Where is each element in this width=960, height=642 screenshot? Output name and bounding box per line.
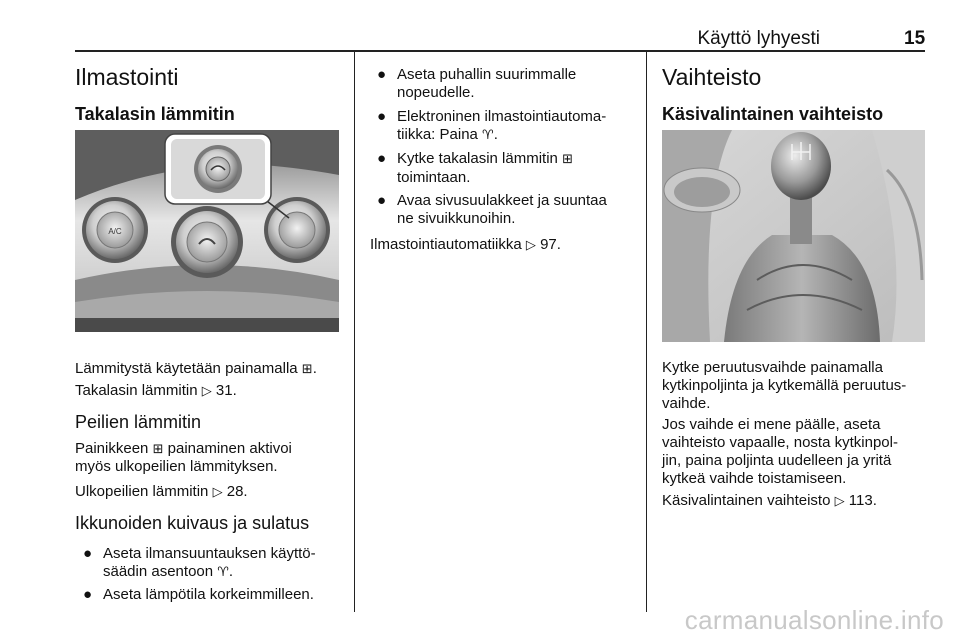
bullet-icon: ● bbox=[377, 150, 387, 167]
list-item bbox=[83, 545, 316, 582]
rear-window-heater-icon: ⊞ bbox=[562, 152, 573, 167]
text: vaihde. bbox=[662, 395, 711, 412]
text: Kytke peruutusvaihde painamalla bbox=[662, 359, 883, 376]
subsection-title: Peilien lämmitin bbox=[75, 412, 202, 432]
list-item bbox=[377, 66, 577, 102]
reference-text: Takalasin lämmitin bbox=[75, 382, 198, 399]
section-title: Ilmastointi bbox=[75, 64, 179, 90]
text: vaihteisto vapaalle, nosta kytkinpol- bbox=[662, 434, 898, 451]
watermark: carmanualsonline.info bbox=[684, 605, 944, 635]
bullet-icon: ● bbox=[377, 108, 387, 125]
text: Painikkeen bbox=[75, 440, 149, 457]
list-item bbox=[377, 192, 607, 228]
reference-page: 31. bbox=[215, 382, 237, 399]
page-ref-arrow-icon: ▷ bbox=[201, 384, 212, 399]
text: Jos vaihde ei mene päälle, aseta bbox=[662, 416, 881, 433]
list-item bbox=[377, 108, 607, 145]
gear-lever-illustration bbox=[662, 130, 925, 342]
text-line bbox=[103, 563, 316, 582]
text: Aseta lämpötila korkeimmilleen. bbox=[103, 586, 314, 603]
rear-window-heater-icon: ⊞ bbox=[301, 362, 313, 377]
text: Elektroninen ilmastointiautoma- bbox=[397, 108, 607, 125]
paragraph bbox=[75, 360, 317, 379]
text: painaminen aktivoi bbox=[167, 440, 292, 457]
section-title: Vaihteisto bbox=[662, 64, 762, 90]
text: . bbox=[312, 360, 317, 377]
reference-text: Ilmastointiautomatiikka bbox=[370, 236, 522, 253]
text: ne sivuikkunoihin. bbox=[397, 210, 516, 227]
page-ref-arrow-icon: ▷ bbox=[212, 485, 223, 500]
text: nopeudelle. bbox=[397, 84, 475, 101]
text: kytkinpoljinta ja kytkemällä peruutus- bbox=[662, 377, 907, 394]
paragraph bbox=[75, 440, 292, 459]
text: . bbox=[493, 126, 498, 143]
page-ref-arrow-icon: ▷ bbox=[525, 238, 536, 253]
page-number: 15 bbox=[904, 28, 926, 49]
windscreen-defrost-icon: ♈ bbox=[482, 128, 494, 143]
reference-text: Ulkopeilien lämmitin bbox=[75, 483, 209, 500]
column-divider bbox=[354, 52, 355, 612]
text: toimintaan. bbox=[397, 169, 471, 186]
climate-control-illustration bbox=[75, 130, 339, 332]
running-header-title: Käyttö lyhyesti bbox=[697, 28, 820, 49]
bullet-icon: ● bbox=[83, 545, 93, 562]
subsection-title: Käsivalintainen vaihteisto bbox=[662, 104, 884, 124]
reference-page: 113. bbox=[848, 492, 877, 509]
page-reference bbox=[370, 236, 561, 255]
rear-window-heater-icon: ⊞ bbox=[152, 442, 164, 457]
reference-text: Käsivalintainen vaihteisto bbox=[662, 492, 831, 509]
text: Aseta ilmansuuntauksen käyttö- bbox=[103, 545, 316, 562]
column-divider bbox=[646, 52, 647, 612]
reference-page: 28. bbox=[226, 483, 248, 500]
text-line bbox=[397, 150, 573, 169]
text: Kytke takalasin lämmitin bbox=[397, 150, 558, 167]
list-item bbox=[83, 586, 314, 604]
page-ref-arrow-icon: ▷ bbox=[834, 494, 845, 509]
text: kytkeä vaihde toistamiseen. bbox=[662, 470, 847, 487]
header-rule bbox=[75, 50, 925, 52]
climate-control-figure bbox=[75, 130, 339, 332]
text: Avaa sivusuulakkeet ja suuntaa bbox=[397, 192, 607, 209]
list-item bbox=[377, 150, 573, 187]
paragraph bbox=[662, 416, 898, 488]
windscreen-defrost-icon: ♈ bbox=[217, 565, 229, 580]
reference-page: 97. bbox=[540, 236, 561, 253]
subsection-title: Takalasin lämmitin bbox=[75, 104, 235, 124]
text: säädin asentoon bbox=[103, 563, 214, 580]
paragraph-line: myös ulkopeilien lämmityksen. bbox=[75, 458, 278, 475]
text: Lämmitystä käytetään painamalla bbox=[75, 360, 298, 377]
text: Aseta puhallin suurimmalle bbox=[397, 66, 577, 83]
bullet-icon: ● bbox=[377, 192, 387, 209]
page-reference bbox=[662, 492, 877, 511]
subsection-title: Ikkunoiden kuivaus ja sulatus bbox=[75, 513, 310, 533]
gear-lever-figure bbox=[662, 130, 925, 342]
bullet-icon: ● bbox=[377, 66, 387, 83]
text-line bbox=[397, 126, 606, 145]
ac-button-label: A/C bbox=[108, 227, 122, 236]
page-reference bbox=[75, 483, 248, 502]
text: . bbox=[228, 563, 234, 580]
bullet-icon: ● bbox=[83, 586, 93, 603]
paragraph bbox=[662, 359, 906, 413]
text: tiikka: Paina bbox=[397, 126, 478, 143]
page-reference bbox=[75, 382, 237, 401]
text: jin, paina poljinta uudelleen ja yritä bbox=[662, 452, 892, 469]
